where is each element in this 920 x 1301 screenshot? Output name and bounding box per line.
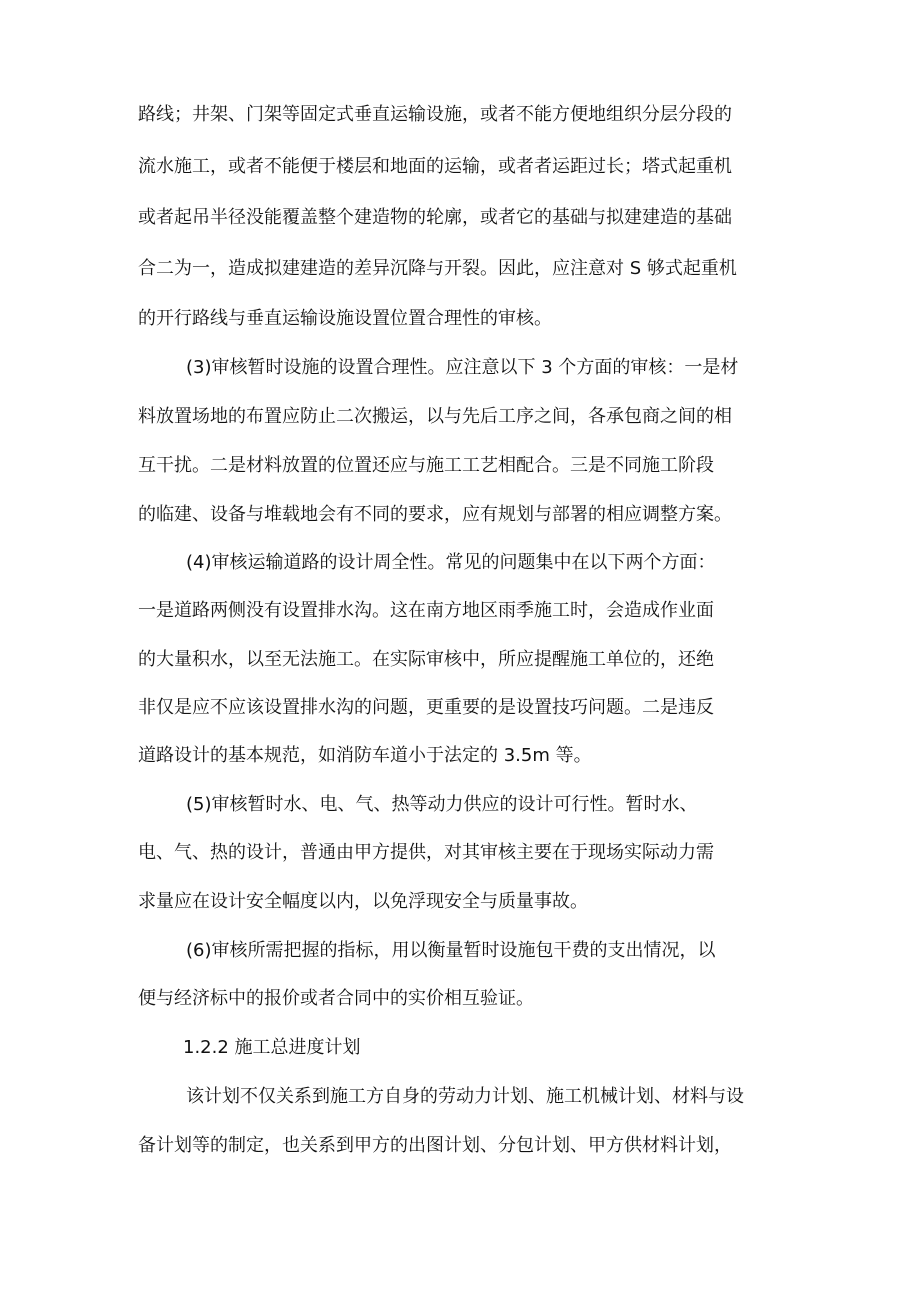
body-text-line: 合二为一，造成拟建建造的差异沉降与开裂。因此，应注意对 S 够式起重机 [138, 258, 737, 279]
paragraph-5-start: (5)审核暂时水、电、气、热等动力供应的设计可行性。暂时水、 [186, 794, 698, 815]
body-text-line: 电、气、热的设计，普通由甲方提供，对其审核主要在于现场实际动力需 [138, 842, 714, 863]
body-text-line: 流水施工，或者不能便于楼层和地面的运输，或者者运距过长；塔式起重机 [138, 156, 732, 177]
body-text-line: 的开行路线与垂直运输设施设置位置合理性的审核。 [138, 308, 552, 329]
body-text-line: 料放置场地的布置应防止二次搬运，以与先后工序之间，各承包商之间的相 [138, 406, 732, 427]
body-text-line: 一是道路两侧没有设置排水沟。这在南方地区雨季施工时，会造成作业面 [138, 600, 714, 621]
body-text-line: 的大量积水，以至无法施工。在实际审核中，所应提醒施工单位的，还绝 [138, 649, 714, 670]
body-text-line: 道路设计的基本规范，如消防车道小于法定的 3.5m 等。 [138, 745, 592, 766]
paragraph-6-start: (6)审核所需把握的指标，用以衡量暂时设施包干费的支出情况，以 [186, 940, 716, 961]
body-text-line: 备计划等的制定，也关系到甲方的出图计划、分包计划、甲方供材料计划， [138, 1135, 732, 1156]
body-text-line: 求量应在设计安全幅度以内，以免浮现安全与质量事故。 [138, 891, 588, 912]
body-text-line: 非仅是应不应该设置排水沟的问题，更重要的是设置技巧问题。二是违反 [138, 697, 714, 718]
paragraph-3-start: (3)审核暂时设施的设置合理性。应注意以下 3 个方面的审核：一是材 [186, 357, 739, 378]
body-text-line: 或者起吊半径没能覆盖整个建造物的轮廓，或者它的基础与拟建建造的基础 [138, 207, 732, 228]
section-heading: 1.2.2 施工总进度计划 [183, 1037, 361, 1058]
body-text-line: 的临建、设备与堆载地会有不同的要求，应有规划与部署的相应调整方案。 [138, 504, 732, 525]
body-text-line: 路线；井架、门架等固定式垂直运输设施，或者不能方便地组织分层分段的 [138, 104, 732, 125]
body-text-line: 便与经济标中的报价或者合同中的实价相互验证。 [138, 988, 534, 1009]
section-paragraph-start: 该计划不仅关系到施工方自身的劳动力计划、施工机械计划、材料与设 [186, 1086, 744, 1107]
body-text-line: 互干扰。二是材料放置的位置还应与施工工艺相配合。三是不同施工阶段 [138, 455, 714, 476]
paragraph-4-start: (4)审核运输道路的设计周全性。常见的问题集中在以下两个方面： [186, 552, 716, 573]
